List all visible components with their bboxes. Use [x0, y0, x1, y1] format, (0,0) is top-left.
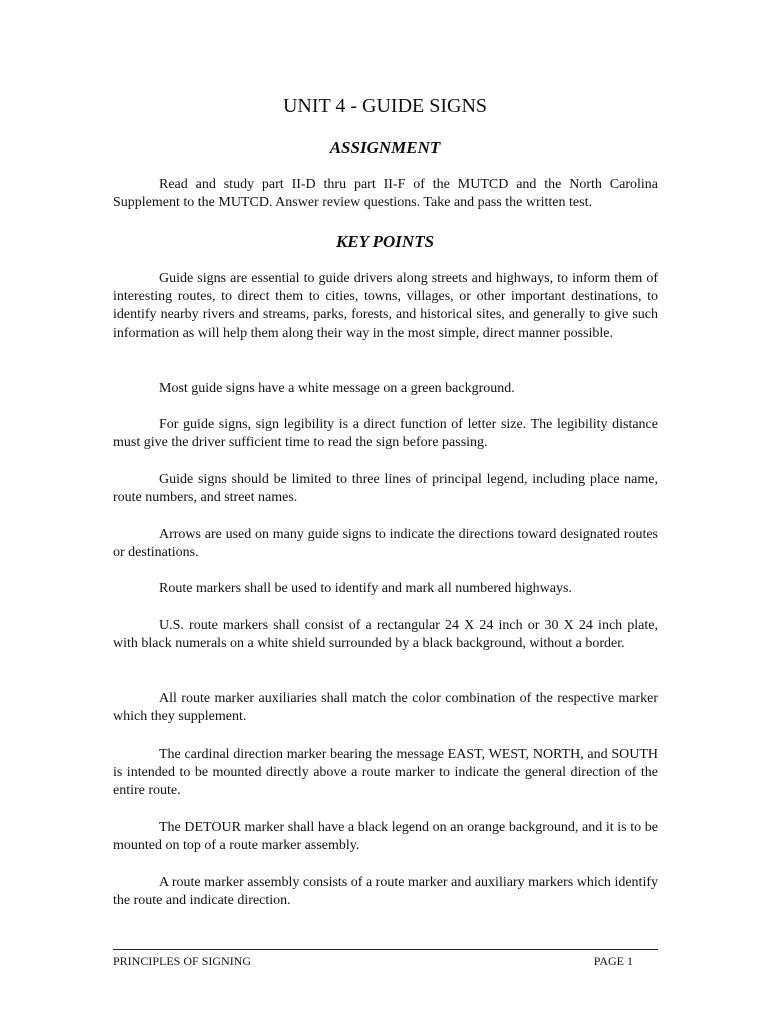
key-point-paragraph: Route markers shall be used to identify and mark all numbered highways.	[159, 581, 572, 596]
key-point-paragraph: Most guide signs have a white message on a green background.	[159, 381, 515, 396]
key-point-paragraph: All route marker auxiliaries shall match the color combination of the respective marker which they supplement.	[113, 691, 658, 725]
assignment-heading: ASSIGNMENT	[329, 138, 441, 157]
key-points-heading: KEY POINTS	[335, 232, 435, 251]
key-point-paragraph: A route marker assembly consists of a route marker and auxiliary markers which identify the route and indicate direction.	[113, 875, 658, 909]
key-point-paragraph: Guide signs should be limited to three lines of principal legend, including place name, route numbers, and street names.	[113, 472, 658, 506]
footer-document-name: PRINCIPLES OF SIGNING	[113, 954, 252, 968]
footer-divider	[113, 949, 658, 950]
key-point-paragraph: The cardinal direction marker bearing the message EAST, WEST, NORTH, and SOUTH is intended to be mounted directly above a route marker to indicate the general direction of the entire route.	[113, 747, 658, 799]
key-point-paragraph: U.S. route markers shall consist of a rectangular 24 X 24 inch or 30 X 24 inch plate, with black numerals on a white shield surrounded by a black background, without a border.	[113, 618, 658, 652]
key-point-paragraph: The DETOUR marker shall have a black legend on an orange background, and it is to be mounted on top of a route marker assembly.	[113, 820, 658, 854]
key-point-paragraph: For guide signs, sign legibility is a direct function of letter size. The legibility distance must give the driver sufficient time to read the sign before passing.	[113, 417, 658, 451]
assignment-paragraph: Read and study part II-D thru part II-F of the MUTCD and the North Carolina Supplement to the MUTCD. Answer review questions. Take and pass the written test.	[113, 177, 658, 211]
footer-page-number: PAGE 1	[593, 954, 633, 968]
key-point-paragraph: Guide signs are essential to guide drivers along streets and highways, to inform them of interesting routes, to direct them to cities, towns, villages, or other important destinations, to identify nearby rivers and streams, parks, forests, and historical sites, and generally to give such information as will help them along their way in the most simple, direct manner possible.	[113, 271, 658, 341]
key-point-paragraph: Arrows are used on many guide signs to indicate the directions toward designated routes or destinations.	[113, 527, 658, 561]
page-title: UNIT 4 - GUIDE SIGNS	[282, 95, 488, 117]
